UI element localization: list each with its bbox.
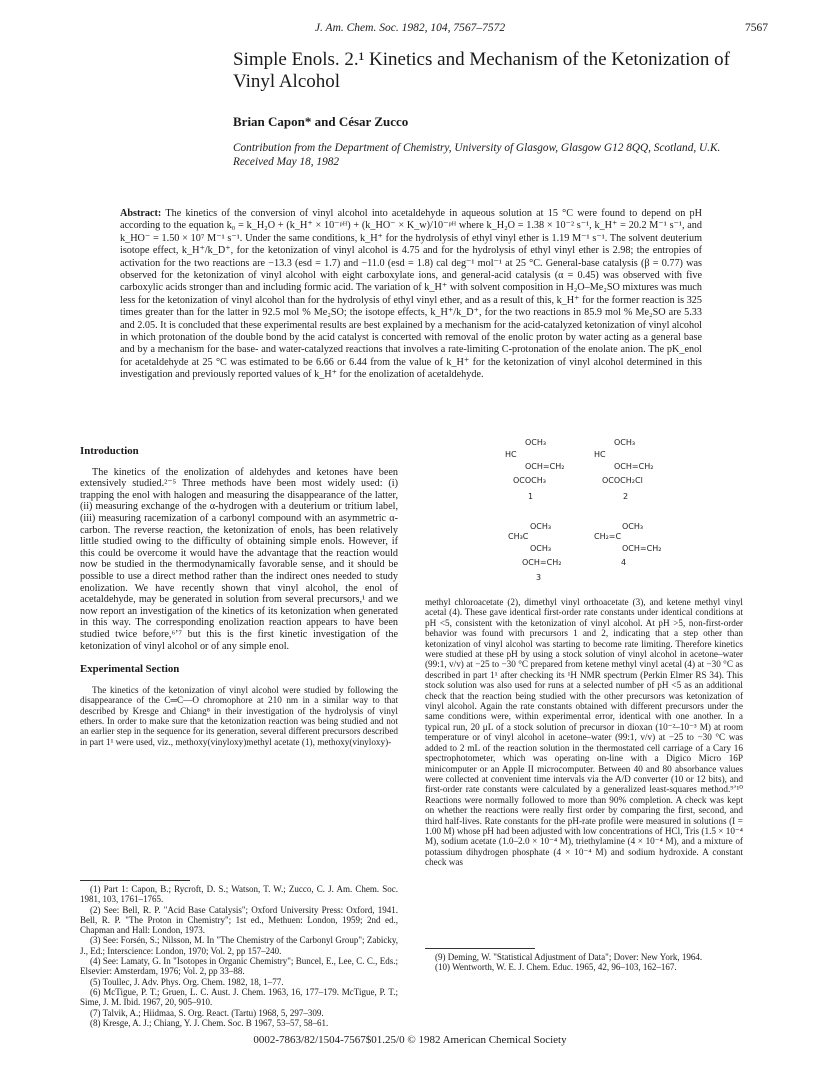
footnote: (9) Deming, W. "Statistical Adjustment of Data"; Dover: New York, 1964. — [435, 952, 703, 962]
footnote: (10) Wentworth, W. E. J. Chem. Educ. 1965, 42, 96–103, 162–167. — [435, 962, 677, 973]
abstract-text: The kinetics of the conversion of vinyl alcohol into acetaldehyde in aqueous solution at 15 °C were found to depend on pH according to the equation k₀ = k_H₂O + (k_H⁺ × 10⁻ᵖᴴ) + (k_HO⁻ × K_w)/10⁻ᵖᴴ where k_H₂O = 1.38 × 10⁻² s⁻¹, k_H⁺ = 20.2 M⁻¹ s⁻¹, and k_HO⁻ = 1.50 × 10⁷ M⁻¹ s⁻¹. Under the same conditions, k_H⁺ for the hydrolysis of ethyl vinyl ether is 1.19 M⁻¹ s⁻¹. The solvent deuterium isotope effect, k_H⁺/k_D⁺, for the ketonization of vinyl alcohol is 4.75 and for the hydrolysis of ethyl vinyl ether is 2.98; the entropies of activation for the two reactions are −13.3 (esd = 1.7) and −11.0 (esd = 1.8) cal deg⁻¹ mol⁻¹ at 25 °C. General-base catalysis (β = 0.77) was observed for the ketonization of vinyl alcohol with eight carboxylate ions, and general-acid catalysis (α = 0.45) was observed with five carboxylic acids stronger than and including formic acid. The variation of k_H⁺ with solvent composition in H₂O–Me₂SO mixtures was much less for the ketonization of vinyl alcohol than for the hydrolysis of ethyl vinyl ether, and as a result of this, k_H⁺ for the former reaction is 325 times greater than for the latter in 92.5 mol % Me₂SO; the isotope effects, k_H⁺/k_D⁺, for the two reactions in 85.9 mol % Me₂SO are 5.33 and 2.05. It is concluded that these experimental results are best explained by a mechanism for the acid-catalyzed ketonization of vinyl alcohol in which protonation of the double bond by the acid catalyst is concerted with removal of the enolic proton by water acting as a general base and by a mechanism for the base- and water-catalyzed reactions that involves a rate-limiting C-protonation of the enolate anion. The pK_enol for acetaldehyde at 25 °C was estimated to be 6.66 or 6.44 from the value of k_H⁺ for the ketonization of vinyl alcohol determined in this investigation and previously reported values of k_H⁺ for the enolization of acetaldehyde. — [120, 208, 702, 381]
experimental-heading: Experimental Section — [80, 663, 180, 676]
footnote: (5) Toullec, J. Adv. Phys. Org. Chem. 1982, 18, 1–77. — [90, 976, 284, 987]
footnote: (1) Part 1: Capon, B.; Rycroft, D. S.; Watson, T. W.; Zucco, C. J. Am. Chem. Soc. 1981, 103, 1761–1765. — [80, 884, 398, 905]
structure-1-acetoxy: OCOCH₃ — [513, 476, 546, 485]
abstract — [120, 208, 702, 382]
experimental-text: The kinetics of the ketonization of vinyl alcohol were studied by following the disappearance of the C═C—O chromophore at 210 nm in a similar way to that described by Kresge and Chiang⁸ in their investigation of the hydrolysis of vinyl ethers. In order to make sure that the ketonization reaction was being studied and not an earlier step in the sequence for its generation, several different precursors described in part 1¹ were used, viz., methoxy(vinyloxy)methyl acetate (1), methoxy(vinyloxy)- — [80, 684, 398, 747]
structure-3-och3: OCH₃ — [530, 522, 552, 531]
journal-citation: J. Am. Chem. Soc. 1982, 104, 7567–7572 — [314, 22, 506, 34]
introduction-heading: Introduction — [80, 445, 139, 457]
running-header — [0, 22, 820, 36]
structure-2-och3: OCH₃ — [614, 438, 636, 447]
copyright-line: 0002-7863/82/1504-7567$01.25/0 © 1982 American Chemical Society — [253, 1034, 567, 1046]
abstract-label: Abstract: — [120, 208, 162, 219]
footnote: (4) See: Lamaty, G. In "Isotopes in Organic Chemistry"; Buncel, E., Lee, C. C., Eds.; Elsevier: Amsterdam, 1976; Vol. 2, pp 33–88. — [80, 956, 398, 977]
article-title: Simple Enols. 2.¹ Kinetics and Mechanism of the Ketonization of Vinyl Alcohol — [233, 49, 730, 92]
structure-2-chloroacetoxy: OCOCH₂Cl — [602, 476, 643, 485]
structure-4-vinyloxy: OCH=CH₂ — [622, 544, 662, 553]
structure-3-number: 3 — [536, 573, 542, 582]
structure-1-number: 1 — [528, 492, 534, 501]
page-number: 7567 — [745, 22, 768, 34]
right-column-text: methyl chloroacetate (2), dimethyl vinyl orthoacetate (3), and ketene methyl vinyl acetal (4). These gave identical first-order rate constants under identical conditions at pH <5, consistent with the ketonization of vinyl alcohol. At pH >5, non-first-order behavior was found with precursors 1 and 2, indicating that a step other than ketonization of vinyl alcohol was starting to become rate limiting. Therefore kinetics were studied at these pH by using a stock solution of vinyl alcohol in acetone–water (99:1, v/v) at −25 to −30 °C prepared from ketene methyl vinyl acetal (4) at −30 °C as described in part 1¹ after checking its ¹H NMR spectrum (Perkin Elmer RS 34). This stock solution was also used for runs at a selected number of pH <5 as an additional check that the reaction being studied with the other precursors was ketonization of vinyl alcohol. Again the rate constants obtained with different precursors under the same conditions were, within experimental error, identical with one another. In a typical run, 20 μL of a stock solution of precursor in dioxan (10⁻²–10⁻³ M) at room temperature or of vinyl alcohol in acetone–water (99:1, v/v) at −25 to −30 °C was added to 2 mL of the reaction solution in the thermostated cell carriage of a Cary 16 spectrophotometer, which was operating on-line with a Digico Micro 16P minicomputer or an Apple II microcomputer. Between 40 and 80 absorbance values were collected at convenient time intervals via the A/D converter (10 or 12 bits), and first-order rate constants were calculated by a generalized least-squares method.⁹ʼ¹⁰ Reactions were normally followed to more than 90% completion. A check was kept on whether the reactions were really first order by comparing the first, second, and third half-lives. Rate constants for the pH-rate profile were measured in solutions (I = 1.00 M) whose pH had been adjusted with low concentrations of HCl, Tris (1.5 × 10⁻⁴ M), sodium acetate (1.0–2.0 × 10⁻⁴ M), triethylamine (4 × 10⁻⁴ M), and a mixture of potassium dihydrogen phosphate (4 × 10⁻⁴ M) and sodium hydroxide. A constant check was — [425, 597, 743, 868]
structure-2 — [594, 438, 694, 508]
footnote-divider — [80, 880, 190, 881]
footnote: (7) Talvik, A.; Hiidmaa, S. Org. React. (Tartu) 1968, 5, 297–309. — [90, 1007, 324, 1018]
structure-4-och3: OCH₃ — [622, 522, 644, 531]
footnote: (3) See: Forsén, S.; Nilsson, M. In "The Chemistry of the Carbonyl Group"; Zabicky, J., Ed.; Interscience: London, 1970; Vol. 2, pp 157–240. — [80, 935, 398, 956]
structure-2-hc: HC — [594, 450, 606, 459]
structure-1 — [505, 438, 595, 508]
structure-3-ch3c: CH₃C — [508, 532, 529, 541]
structure-4-ch2c: CH₂=C — [594, 532, 622, 541]
structure-1-hc: HC — [505, 450, 517, 459]
introduction-text: The kinetics of the enolization of aldehydes and ketones have been extensively studied.²⁻⁵ Three methods have been most widely used: (i) trapping the enol with halogen and measuring the disappearance of the latter, (ii) measuring exchange of the α-hydrogen with a deuterium or tritium label, (iii) measuring racemization of a carbonyl compound with an asymmetric α-carbon. The reverse reaction, the ketonization of enols, has been relatively little studied owing to the difficulty of obtaining simple enols. However, if this could be overcome it would have the advantage that the reaction would now be studied in the thermodynamically favorable sense, and it should be possible to use a direct method rather than the indirect ones needed to study enolization. We have recently shown that vinyl alcohol, the enol of acetaldehyde, may be generated in solution from several precursors,¹ and we now report an investigation of the kinetics of its ketonization when generated in this way. The corresponding enolization reaction appears to have been studied twice before,⁶ʼ⁷ but this is the first kinetic investigation of the ketonization of vinyl alcohol or of any simple enol. — [80, 466, 398, 652]
footnote: (8) Kresge, A. J.; Chiang, Y. J. Chem. Soc. B 1967, 53–57, 58–61. — [90, 1017, 329, 1028]
affiliation: Contribution from the Department of Chemistry, University of Glasgow, Glasgow G12 8QQ, Scotland, U.K. Received May 18, 1982 — [233, 142, 721, 168]
right-column — [425, 597, 743, 868]
footnotes-left — [80, 884, 398, 1028]
structure-4-number: 4 — [621, 558, 627, 567]
footnotes-right — [425, 952, 743, 973]
structure-2-vinyloxy: OCH=CH₂ — [614, 462, 654, 471]
structure-1-och3: OCH₃ — [525, 438, 547, 447]
structure-2-number: 2 — [623, 492, 629, 501]
footnote: (2) See: Bell, R. P. "Acid Base Catalysis"; Oxford University Press: Oxford, 1941. Bell, R. P. "The Proton in Chemistry"; 1st ed., Methuen: London, 1959; 2nd ed., Chapman and Hall: London, 1973. — [80, 904, 398, 936]
structure-4 — [594, 522, 694, 572]
authors: Brian Capon* and César Zucco — [233, 114, 409, 129]
structure-1-vinyloxy: OCH=CH₂ — [525, 462, 565, 471]
left-column — [80, 446, 398, 747]
structure-3 — [508, 522, 598, 592]
footnote-divider-right — [425, 948, 535, 949]
footnote: (6) McTigue, P. T.; Gruen, L. C. Aust. J. Chem. 1963, 16, 177–179. McTigue, P. T.; Sime, J. M. Ibid. 1967, 20, 905–910. — [80, 986, 398, 1008]
structure-3-vinyloxy: OCH=CH₂ — [522, 558, 562, 567]
structure-3-och3-second: OCH₃ — [530, 544, 552, 553]
